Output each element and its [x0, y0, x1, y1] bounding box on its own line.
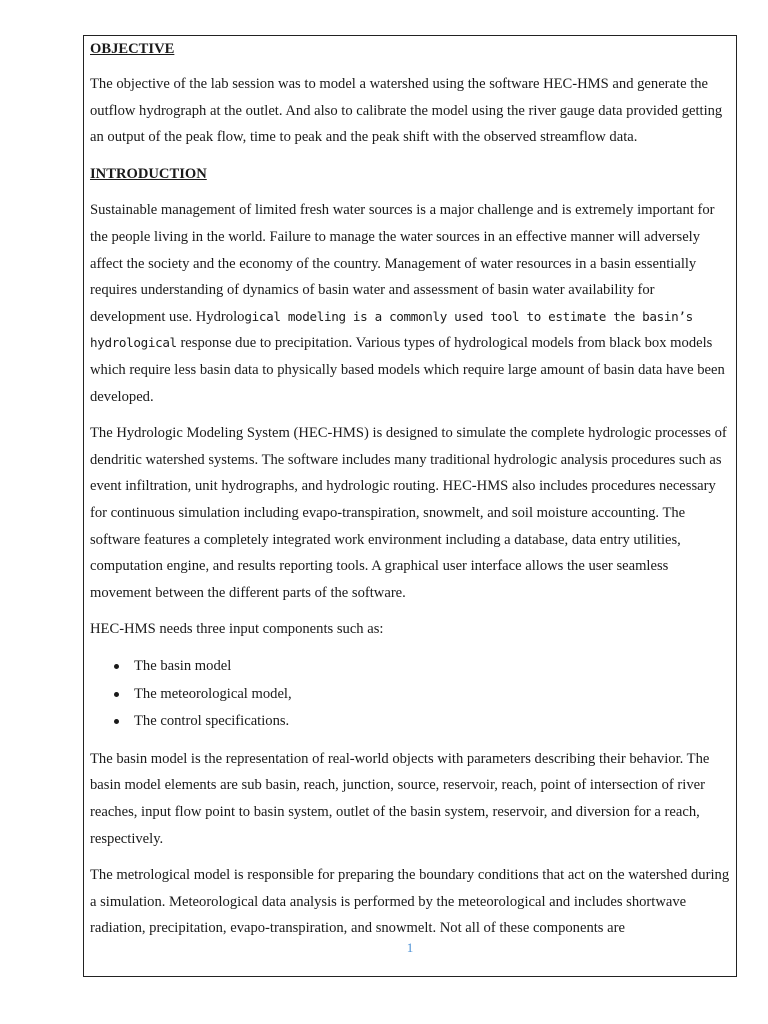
- intro-paragraph-2: The Hydrologic Modeling System (HEC-HMS) is designed to simulate the complete hydrologic processes of dendritic watershed systems. The software includes many traditional hydrologic analysis procedures such as event infiltration, unit hydrographs, and hydrologic routing. HEC-HMS also includes procedures necessary for continuous simulation including evapo-transpiration, snowmelt, and soil moisture accounting. The software features a completely integrated work environment including a database, data entry utilities, computation engine, and results reporting tools. A graphical user interface allows the user seamless movement between the different parts of the software.: [90, 425, 727, 601]
- intro-paragraph-4: The basin model is the representation of real-world objects with parameters describing their behavior. The basin model elements are sub basin, reach, junction, source, reservoir, reach, point of intersection of river reaches, input flow point to basin system, outlet of the basin system, reservoir, and diversion for a reach, respectively.: [90, 750, 710, 847]
- list-item-text: The control specifications.: [134, 713, 290, 730]
- bullet-icon: [114, 719, 119, 724]
- list-item: [90, 681, 730, 709]
- page-frame: [83, 35, 737, 977]
- bullet-icon: [114, 692, 119, 697]
- list-item: [90, 653, 730, 681]
- bullet-icon: [114, 664, 119, 669]
- list-item-text: The meteorological model,: [134, 685, 292, 702]
- objective-paragraph: The objective of the lab session was to model a watershed using the software HEC-HMS and generate the outflow hydrograph at the outlet. And also to calibrate the model using the river gauge data provided getting an output of the peak flow, time to peak and the peak shift with the observed streamflow data.: [90, 76, 723, 146]
- intro-paragraph-3: HEC-HMS needs three input components such as:: [90, 621, 384, 638]
- intro-paragraph-5: The metrological model is responsible for preparing the boundary conditions that act on the watershed during a simulation. Meteorological data analysis is performed by the meteorological and includes shortwave radiation, precipitation, evapo-transpiration, and snowmelt. Not all of these components are: [90, 867, 730, 937]
- intro-p1-text-b: response due to precipitation. Various types of hydrological models from black box models which require less basin data to physically based models which require large amount of basin data have been developed.: [90, 335, 725, 405]
- objective-heading: OBJECTIVE: [90, 40, 175, 57]
- list-item-text: The basin model: [134, 657, 232, 674]
- list-item: [90, 708, 730, 736]
- intro-paragraph-1: [90, 197, 730, 410]
- document-body: [90, 36, 730, 942]
- page-number: 1: [406, 940, 414, 955]
- input-components-list: [90, 653, 730, 736]
- introduction-heading: INTRODUCTION: [90, 165, 207, 182]
- intro-p1-mono-run: gical modeling is a commonly used tool to estimate the basin’s hydrological: [90, 308, 693, 351]
- intro-p1-text-a: Sustainable management of limited fresh water sources is a major challenge and is extremely important for the people living in the world. Failure to manage the water sources in an effective manner will adversely affect the society and the economy of the country. Management of water resources in a basin essentially requires understanding of dynamics of basin water and assessment of basin water availability for development use. Hydrolo: [90, 202, 715, 325]
